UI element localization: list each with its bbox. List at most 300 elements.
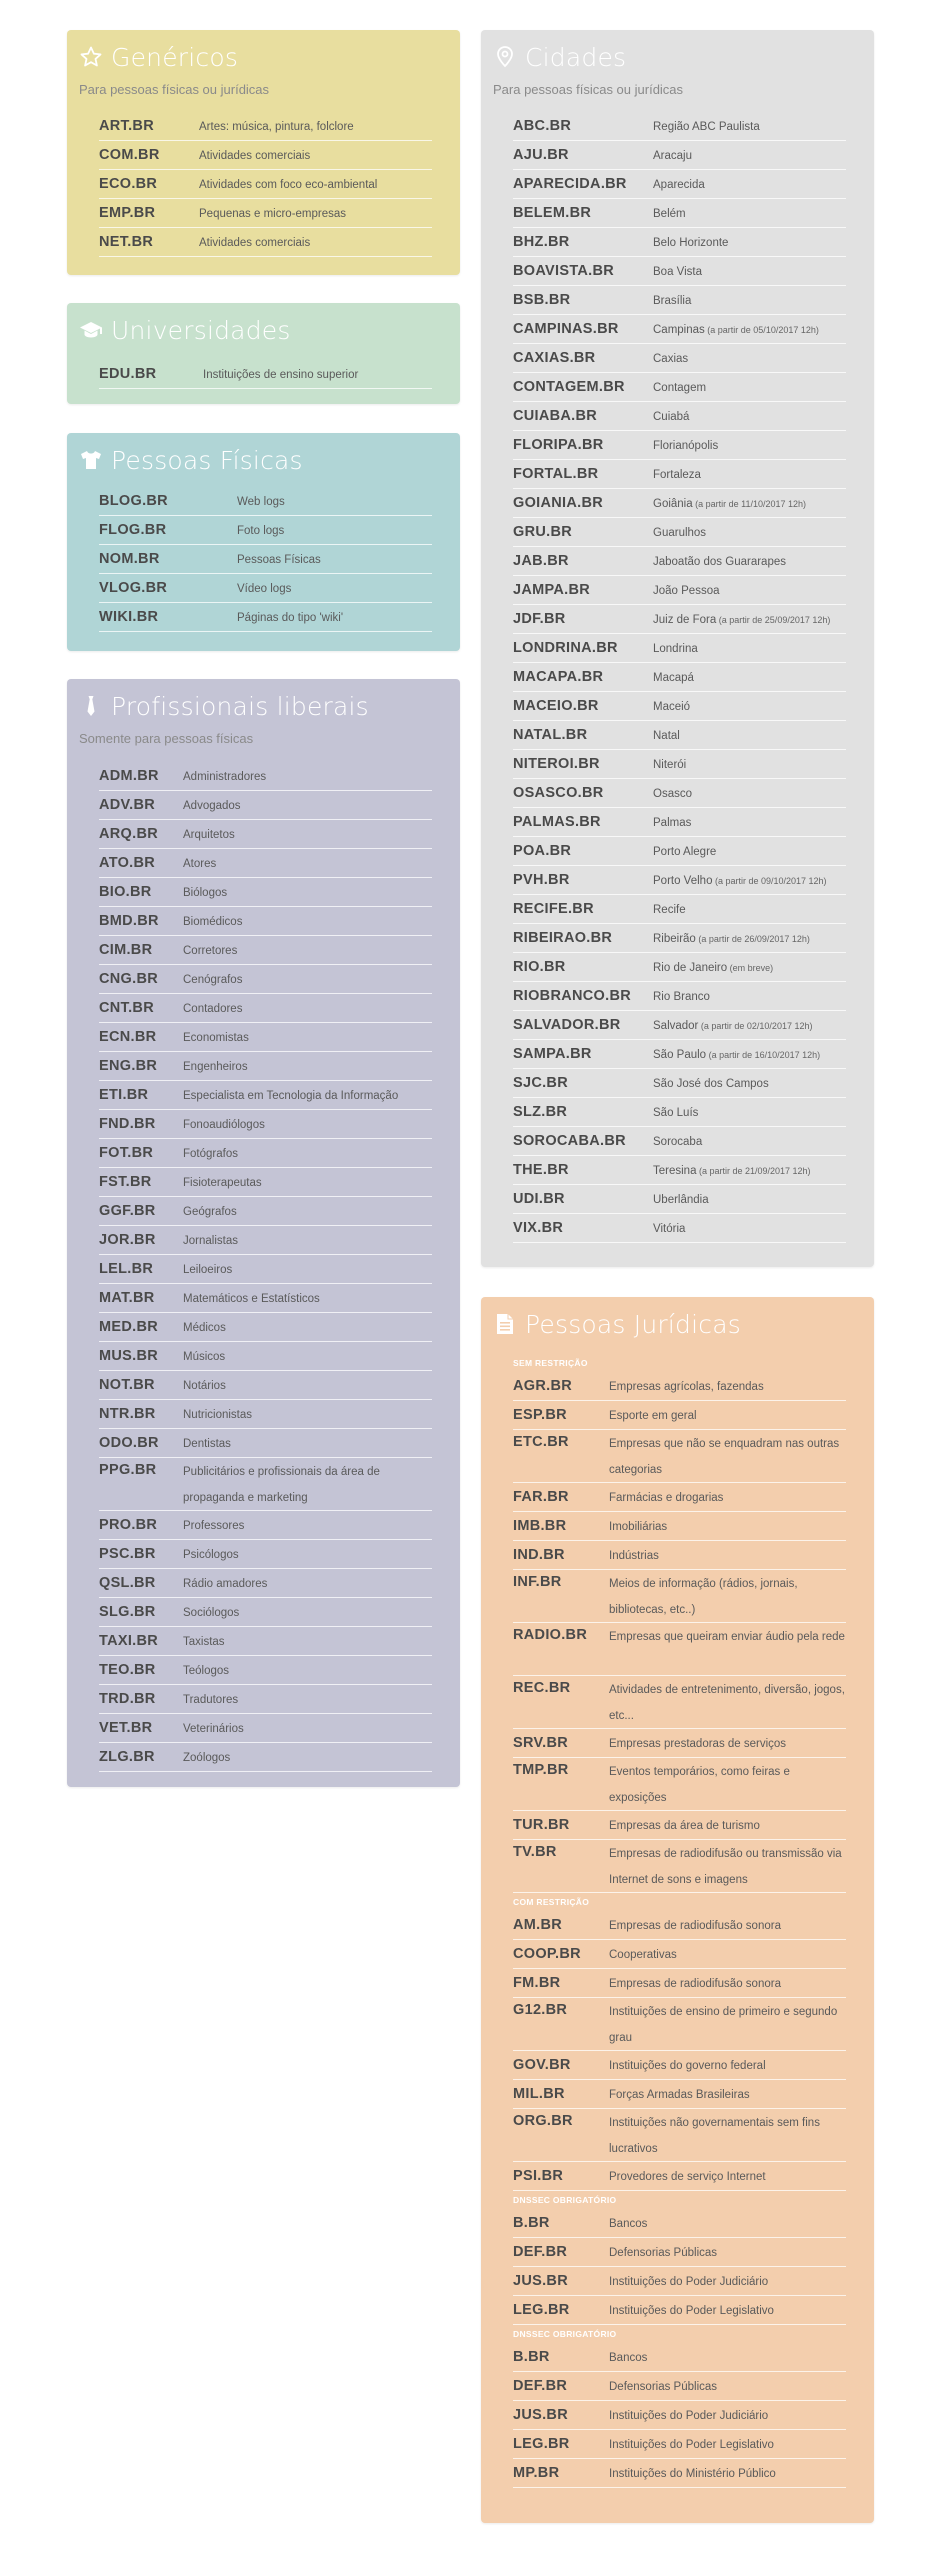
domain-code: BLOG.BR <box>99 493 168 509</box>
domain-description-text: Dentistas <box>183 1437 231 1450</box>
domain-description-text: Macapá <box>653 671 694 684</box>
domain-description <box>653 1071 769 1097</box>
domain-row <box>513 895 846 924</box>
availability-note: (a partir de 26/09/2017 12h) <box>695 933 810 944</box>
domain-description <box>653 752 686 778</box>
juridicas-sections <box>513 1354 846 2488</box>
tie-icon <box>79 694 103 718</box>
domain-description-text: Cuiabá <box>653 410 690 423</box>
domain-description <box>609 2374 717 2400</box>
domain-description <box>183 822 235 848</box>
domain-description <box>237 489 285 515</box>
domain-description <box>183 1402 252 1428</box>
domain-description-text: Instituições do governo federal <box>609 2059 766 2072</box>
card-title: Universidades <box>111 315 291 345</box>
domain-description <box>183 909 242 935</box>
domain-description-text: Engenheiros <box>183 1060 248 1073</box>
domain-description <box>183 1600 239 1626</box>
domain-description-text: Médicos <box>183 1321 226 1334</box>
section-label: DNSSEC OBRIGATÓRIO <box>513 2329 617 2339</box>
domain-description-text: Sorocaba <box>653 1135 703 1148</box>
domain-row <box>99 170 432 199</box>
domain-row <box>513 1156 846 1185</box>
domain-description-text: Atores <box>183 857 217 870</box>
domain-description <box>609 1624 846 1650</box>
domain-description <box>653 172 705 198</box>
domain-description <box>653 1187 709 1213</box>
domain-row <box>99 1429 432 1458</box>
domain-description <box>653 694 690 720</box>
domain-description-text: Empresas prestadoras de serviços <box>609 1737 787 1750</box>
domain-description-text: Jornalistas <box>183 1234 238 1247</box>
domain-description-text: Contagem <box>653 381 707 394</box>
domain-description <box>237 576 291 602</box>
domain-description-text: Belém <box>653 207 686 220</box>
domain-row <box>513 2080 846 2109</box>
domain-description-text: Empresas que não se enquadram nas outras categorias <box>609 1438 840 1476</box>
domain-description <box>183 793 241 819</box>
domain-code: UDI.BR <box>513 1191 565 1207</box>
domain-description-text: Atividades com foco eco-ambiental <box>199 178 378 191</box>
domain-code: TUR.BR <box>513 1817 570 1833</box>
domain-description-text: São José dos Campos <box>653 1077 769 1090</box>
domain-code: TEO.BR <box>99 1662 156 1678</box>
domain-row <box>513 692 846 721</box>
domain-row <box>513 141 846 170</box>
domain-row <box>99 1313 432 1342</box>
domain-row <box>513 518 846 547</box>
domain-code: PPG.BR <box>99 1462 157 1478</box>
domain-row <box>513 808 846 837</box>
domain-code: SAMPA.BR <box>513 1046 592 1062</box>
domain-description <box>653 520 706 546</box>
domain-code: NET.BR <box>99 234 154 250</box>
domain-description-text: Instituições do Poder Judiciário <box>609 2275 769 2288</box>
domain-description-text: Florianópolis <box>653 439 719 452</box>
domain-description <box>653 607 830 633</box>
domain-code: PALMAS.BR <box>513 814 601 830</box>
domain-code: OSASCO.BR <box>513 785 604 801</box>
domain-row <box>99 1511 432 1540</box>
domain-code: JUS.BR <box>513 2273 568 2289</box>
domain-code: MACEIO.BR <box>513 698 599 714</box>
domain-description-text: Administradores <box>183 770 267 783</box>
card-pessoas-fisicas <box>67 433 460 651</box>
domain-code: LONDRINA.BR <box>513 640 618 656</box>
domain-row <box>513 1758 846 1811</box>
domain-code: REC.BR <box>513 1680 571 1696</box>
domain-list <box>99 487 432 632</box>
domain-code: PSC.BR <box>99 1546 156 1562</box>
domain-description <box>609 1543 659 1569</box>
domain-description <box>609 2110 846 2162</box>
domain-description <box>183 1513 244 1539</box>
domain-description <box>653 926 810 952</box>
domain-row <box>99 545 432 574</box>
domain-description-text: Teólogos <box>183 1664 230 1677</box>
domain-description <box>609 1374 764 1400</box>
domain-row <box>513 953 846 982</box>
domain-description-text: Empresas de radiodifusão sonora <box>609 1919 781 1932</box>
domain-code: CIM.BR <box>99 942 153 958</box>
domain-description-text: Instituições não governamentais sem fins lucrativos <box>609 2117 820 2155</box>
domain-row <box>513 779 846 808</box>
domain-code: JDF.BR <box>513 611 566 627</box>
domain-code: ODO.BR <box>99 1435 159 1451</box>
domain-row <box>513 1401 846 1430</box>
card-cidades <box>481 30 874 1267</box>
domain-row <box>513 2343 846 2372</box>
domain-code: RIBEIRAO.BR <box>513 930 613 946</box>
domain-code: TV.BR <box>513 1844 557 1860</box>
domain-list <box>99 360 432 389</box>
domain-code: ETI.BR <box>99 1087 149 1103</box>
domain-code: NTR.BR <box>99 1406 156 1422</box>
domain-description <box>199 201 346 227</box>
card-header <box>79 689 369 723</box>
domain-code: PRO.BR <box>99 1517 158 1533</box>
domain-code: ESP.BR <box>513 1407 567 1423</box>
domain-row <box>513 1623 846 1676</box>
domain-row <box>99 1598 432 1627</box>
domain-row <box>513 634 846 663</box>
domain-code: PSI.BR <box>513 2168 564 2184</box>
domain-description <box>653 1158 811 1184</box>
domain-description <box>653 259 702 285</box>
domain-description-text: Bancos <box>609 2351 648 2364</box>
domain-description <box>183 764 266 790</box>
domain-row <box>513 1069 846 1098</box>
domain-description <box>653 839 716 865</box>
domain-code: MAT.BR <box>99 1290 155 1306</box>
domain-description <box>183 880 227 906</box>
domain-row <box>99 228 432 257</box>
domain-description <box>653 1042 820 1068</box>
domain-description <box>609 1485 723 1511</box>
availability-note: (a partir de 05/10/2017 12h) <box>704 324 819 335</box>
domain-description-text: João Pessoa <box>653 584 720 597</box>
domain-description-text: Nutricionistas <box>183 1408 253 1421</box>
domain-description <box>183 1170 262 1196</box>
domain-row <box>513 721 846 750</box>
domain-description <box>653 549 786 575</box>
domain-description <box>183 1286 320 1312</box>
domain-description <box>609 2461 776 2487</box>
domain-code: ECO.BR <box>99 176 158 192</box>
domain-description <box>653 1216 685 1242</box>
domain-description-text: Taxistas <box>183 1635 225 1648</box>
domain-row <box>99 1400 432 1429</box>
domain-description <box>183 1658 229 1684</box>
domain-row <box>99 1685 432 1714</box>
domain-code: B.BR <box>513 2349 550 2365</box>
domain-row <box>99 1627 432 1656</box>
domain-row <box>99 1458 432 1511</box>
domain-description <box>183 1054 248 1080</box>
domain-description-text: Aracaju <box>653 149 692 162</box>
domain-description <box>199 230 310 256</box>
domain-description <box>609 2403 768 2429</box>
domain-description-text: Instituições do Poder Legislativo <box>609 2438 774 2451</box>
domain-description-text: Natal <box>653 729 680 742</box>
domain-code: INF.BR <box>513 1574 562 1590</box>
domain-row <box>513 1098 846 1127</box>
domain-description-text: Pessoas Físicas <box>237 553 321 566</box>
domain-description <box>653 955 773 981</box>
domain-description <box>183 1431 231 1457</box>
domain-row <box>99 1284 432 1313</box>
domain-description-text: Indústrias <box>609 1549 659 1562</box>
domain-description-text: Web logs <box>237 495 285 508</box>
domain-row <box>513 489 846 518</box>
domain-description-text: Notários <box>183 1379 226 1392</box>
domain-row <box>99 1255 432 1284</box>
card-title: Genéricos <box>111 42 239 72</box>
domain-description-text: Instituições de ensino superior <box>203 368 359 381</box>
domain-code: CNG.BR <box>99 971 158 987</box>
domain-code: CAXIAS.BR <box>513 350 596 366</box>
domain-code: IMB.BR <box>513 1518 567 1534</box>
domain-code: NITEROI.BR <box>513 756 600 772</box>
domain-row <box>513 112 846 141</box>
domain-description-text: Veterinários <box>183 1722 244 1735</box>
domain-code: SALVADOR.BR <box>513 1017 621 1033</box>
domain-row <box>513 170 846 199</box>
domain-description-text: Imobiliárias <box>609 1520 668 1533</box>
domain-row <box>513 1811 846 1840</box>
domain-description-text: Artes: música, pintura, folclore <box>199 120 354 133</box>
domain-row <box>513 315 846 344</box>
domain-description-text: Rio de Janeiro <box>653 961 728 974</box>
domain-description-text: Niterói <box>653 758 687 771</box>
domain-description <box>653 491 806 517</box>
domain-code: JAMPA.BR <box>513 582 591 598</box>
domain-description-text: Porto Alegre <box>653 845 717 858</box>
domain-code: JUS.BR <box>513 2407 568 2423</box>
domain-code: NATAL.BR <box>513 727 588 743</box>
domain-code: CONTAGEM.BR <box>513 379 625 395</box>
domain-description-text: Brasília <box>653 294 692 307</box>
domain-description-text: Caxias <box>653 352 689 365</box>
domain-description <box>609 2298 774 2324</box>
domain-description-text: Biólogos <box>183 886 228 899</box>
domain-row <box>513 1570 846 1623</box>
domain-code: CUIABA.BR <box>513 408 598 424</box>
domain-description <box>609 1971 781 1997</box>
domain-description-text: Boa Vista <box>653 265 703 278</box>
domain-description-text: Fortaleza <box>653 468 701 481</box>
domain-row <box>513 1998 846 2051</box>
domain-description <box>609 1431 846 1483</box>
domain-code: NOT.BR <box>99 1377 155 1393</box>
domain-row <box>513 1040 846 1069</box>
tshirt-icon <box>79 448 103 472</box>
building-icon <box>493 1312 517 1336</box>
domain-row <box>513 228 846 257</box>
domain-description-text: Cenógrafos <box>183 973 243 986</box>
domain-code: FORTAL.BR <box>513 466 599 482</box>
domain-description <box>199 114 354 140</box>
domain-row <box>99 791 432 820</box>
domain-row <box>99 936 432 965</box>
domain-code: ETC.BR <box>513 1434 569 1450</box>
domain-row <box>513 1430 846 1483</box>
domain-code: GRU.BR <box>513 524 572 540</box>
domain-description-text: Pequenas e micro-empresas <box>199 207 347 220</box>
domain-description <box>609 2345 647 2371</box>
domain-row <box>513 373 846 402</box>
domain-code: SLZ.BR <box>513 1104 568 1120</box>
domain-list <box>99 112 432 257</box>
domain-code: DEF.BR <box>513 2378 568 2394</box>
domain-row <box>513 750 846 779</box>
domain-code: GGF.BR <box>99 1203 156 1219</box>
domain-row <box>513 1127 846 1156</box>
domain-row <box>513 286 846 315</box>
domain-description <box>183 1228 238 1254</box>
domain-row <box>513 2372 846 2401</box>
graduation-cap-icon <box>79 318 103 342</box>
domain-code: TMP.BR <box>513 1762 569 1778</box>
domain-row <box>99 1226 432 1255</box>
domain-description-text: Advogados <box>183 799 241 812</box>
domain-description-text: Instituições do Poder Judiciário <box>609 2409 769 2422</box>
domain-code: FND.BR <box>99 1116 156 1132</box>
domain-row <box>513 257 846 286</box>
domain-code: LEL.BR <box>99 1261 154 1277</box>
availability-note: (em breve) <box>727 962 774 973</box>
domain-description <box>183 1716 244 1742</box>
domain-row <box>99 1197 432 1226</box>
domain-description <box>183 938 237 964</box>
domain-description-text: Músicos <box>183 1350 226 1363</box>
domain-row <box>99 360 432 389</box>
domain-description-text: Meios de informação (rádios, jornais, bibliotecas, etc..) <box>609 1578 798 1616</box>
card-title: Pessoas Jurídicas <box>525 1309 741 1339</box>
card-subtitle: Para pessoas físicas ou jurídicas <box>493 82 684 97</box>
domain-code: EMP.BR <box>99 205 156 221</box>
domain-code: VLOG.BR <box>99 580 168 596</box>
domain-code: FLOG.BR <box>99 522 167 538</box>
domain-description <box>653 781 692 807</box>
domain-description <box>183 996 242 1022</box>
domain-code: COM.BR <box>99 147 160 163</box>
domain-description-text: Contadores <box>183 1002 243 1015</box>
domain-code: ORG.BR <box>513 2113 573 2129</box>
domain-code: SJC.BR <box>513 1075 568 1091</box>
domain-row <box>513 1483 846 1512</box>
domain-description <box>653 346 688 372</box>
domain-description-text: São Luís <box>653 1106 699 1119</box>
domain-description-text: Especialista em Tecnologia da Informação <box>183 1089 399 1102</box>
domain-description <box>653 288 691 314</box>
domain-description-text: Publicitários e profissionais da área de propaganda e marketing <box>183 1466 380 1504</box>
domain-description-text: Instituições do Ministério Público <box>609 2467 776 2480</box>
domain-row <box>513 402 846 431</box>
domain-row <box>99 1023 432 1052</box>
domain-code: LEG.BR <box>513 2436 570 2452</box>
domain-code: JAB.BR <box>513 553 569 569</box>
domain-row <box>99 1110 432 1139</box>
domain-row <box>513 1541 846 1570</box>
domain-code: ATO.BR <box>99 855 156 871</box>
domain-description <box>653 810 691 836</box>
domain-code: B.BR <box>513 2215 550 2231</box>
availability-note: (a partir de 02/10/2017 12h) <box>698 1020 813 1031</box>
domain-description-text: Maceió <box>653 700 691 713</box>
domain-code: COOP.BR <box>513 1946 581 1962</box>
domain-row <box>99 907 432 936</box>
domain-description-text: Juiz de Fora <box>653 613 717 626</box>
domain-description <box>609 2269 768 2295</box>
availability-note: (a partir de 09/10/2017 12h) <box>712 875 827 886</box>
domain-code: IND.BR <box>513 1547 565 1563</box>
domain-description <box>653 375 706 401</box>
domain-description-text: Empresas da área de turismo <box>609 1819 760 1832</box>
domain-code: BSB.BR <box>513 292 571 308</box>
domain-row <box>99 762 432 791</box>
domain-description-text: Empresas que queiram enviar áudio pela rede <box>609 1631 845 1643</box>
domain-description <box>609 1841 846 1893</box>
domain-description <box>609 2053 766 2079</box>
domain-code: G12.BR <box>513 2002 568 2018</box>
card-subtitle: Somente para pessoas físicas <box>79 731 254 746</box>
domain-code: ABC.BR <box>513 118 572 134</box>
domain-code: TRD.BR <box>99 1691 156 1707</box>
domain-code: JOR.BR <box>99 1232 156 1248</box>
domain-description <box>183 1459 428 1511</box>
domain-description-text: Provedores de serviço Internet <box>609 2170 766 2183</box>
domain-code: BOAVISTA.BR <box>513 263 615 279</box>
domain-description <box>609 1813 760 1839</box>
card-header <box>79 40 238 74</box>
domain-description <box>609 1677 846 1729</box>
domain-description <box>653 984 710 1010</box>
domain-description <box>653 230 728 256</box>
card-header <box>79 443 303 477</box>
domain-row <box>99 199 432 228</box>
domain-description <box>653 1129 702 1155</box>
domain-description <box>183 851 216 877</box>
domain-description-text: Foto logs <box>237 524 285 537</box>
domain-description-text: Goiânia <box>653 497 693 510</box>
domain-description <box>653 665 694 691</box>
domain-description <box>653 578 720 604</box>
domain-row <box>513 982 846 1011</box>
domain-description <box>609 1571 846 1623</box>
domain-code: RIOBRANCO.BR <box>513 988 631 1004</box>
domain-description-text: Psicólogos <box>183 1548 239 1561</box>
domain-code: CAMPINAS.BR <box>513 321 619 337</box>
domain-description-text: Aparecida <box>653 178 705 191</box>
domain-description-text: Bancos <box>609 2217 648 2230</box>
domain-description-text: Uberlândia <box>653 1193 709 1206</box>
domain-description-text: Vídeo logs <box>237 582 292 595</box>
domain-row <box>513 1840 846 1893</box>
domain-row <box>513 924 846 953</box>
domain-code: ADV.BR <box>99 797 156 813</box>
domain-description <box>183 1745 230 1771</box>
domain-description <box>183 1112 265 1138</box>
domain-description-text: Vitória <box>653 1222 686 1235</box>
domain-row <box>513 1512 846 1541</box>
domain-row <box>99 1540 432 1569</box>
card-header <box>493 1307 741 1341</box>
domain-description <box>183 1542 239 1568</box>
domain-row <box>513 2162 846 2191</box>
domain-row <box>99 1656 432 1685</box>
domain-description-text: Eventos temporários, como feiras e exposições <box>609 1766 790 1804</box>
